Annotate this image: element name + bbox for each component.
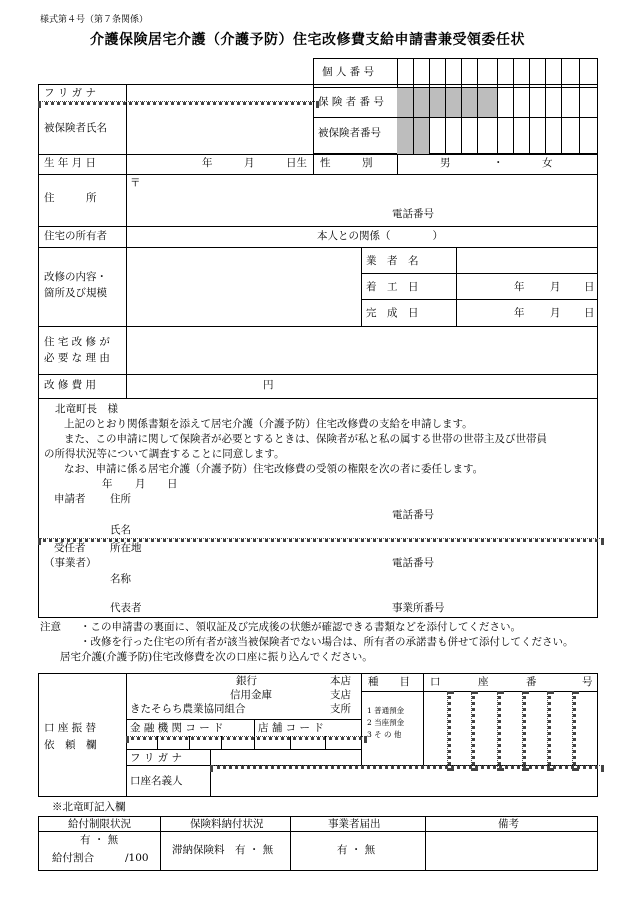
applicant-name-label: 氏名 (110, 524, 131, 536)
applicant-label: 申請者 (54, 493, 86, 505)
tel-label: 電話番号 (392, 208, 434, 220)
note-3: 居宅介護(介護予防)住宅改修費を次の口座に振り込んでください。 (60, 651, 373, 663)
birth-year-unit: 年 (202, 157, 213, 169)
agent-label: 受任者 (54, 542, 86, 554)
benefit-ratio-value: /100 (125, 852, 149, 864)
account-number-char-2: 座 (478, 676, 489, 688)
statement-p1: 上記のとおり関係書類を添えて居宅介護（介護予防）住宅改修費の支給を申請します。 (64, 418, 473, 430)
bank-type-shinkin: 信用金庫 (230, 689, 272, 701)
agent-representative-label: 代表者 (110, 602, 142, 614)
agent-office-number-label: 事業所番号 (392, 602, 445, 614)
notes-label: 注意 (40, 621, 61, 633)
start-day-unit: 日 (584, 281, 595, 293)
birth-day-unit: 日生 (286, 157, 307, 169)
note-2: ・改修を行った住宅の所有者が該当被保険者でない場合は、所有者の承諾書も併せて添付してください。 (80, 636, 574, 648)
done-year-unit: 年 (514, 307, 525, 319)
start-date-label: 着 工 日 (366, 281, 419, 293)
start-year-unit: 年 (514, 281, 525, 293)
account-holder-label: 口座名義人 (130, 775, 183, 787)
account-furigana-label: フ リ ガ ナ (130, 752, 183, 764)
note-1: ・この申請書の裏面に、領収証及び完成後の状態が確認できる書類などを添付してください。 (80, 621, 521, 633)
kojin-number-label: 個 人 番 号 (322, 66, 375, 78)
statement-day-unit: 日 (167, 478, 178, 490)
statement-month-unit: 月 (135, 478, 146, 490)
birthdate-label: 生 年 月 日 (44, 157, 97, 169)
form-number: 様式第４号（第７条関係） (40, 15, 149, 25)
birth-month-unit: 月 (244, 157, 255, 169)
address-label: 住 所 (44, 192, 97, 204)
account-type-3[interactable]: 3 そ の 他 (367, 730, 402, 739)
account-number-char-1: 口 (430, 676, 441, 688)
statement-p2a: また、この申請に関して保険者が必要とするときは、保険者が私と私の属する世帯の世帯主及び世帯員 (64, 433, 547, 445)
institution-code-label: 金 融 機 関 コ ー ド (130, 722, 224, 734)
hihokensha-number-label: 被保険者番号 (318, 127, 381, 139)
postal-mark: 〒 (130, 177, 141, 189)
work-content-label-2: 箇所及び規模 (44, 287, 107, 299)
statement-p2b: の所得状況等について調査することに同意します。 (44, 448, 285, 460)
form-title: 介護保険居宅介護（介護予防）住宅改修費支給申請書兼受領委任状 (90, 32, 525, 48)
branch-code-label: 店 舗 コ ー ド (258, 722, 324, 734)
benefit-ratio-label: 給付割合 (52, 852, 94, 864)
done-day-unit: 日 (584, 307, 595, 319)
addressee: 北竜町長 様 (55, 403, 118, 415)
done-date-label: 完 成 日 (366, 307, 419, 319)
benefit-limit-umu[interactable]: 有 ・ 無 (80, 834, 119, 846)
reason-label-1: 住 宅 改 修 が (44, 336, 110, 348)
start-month-unit: 月 (550, 281, 561, 293)
bank-type-ja: きたそらち農業協同組合 (130, 703, 246, 715)
arrears-umu[interactable]: 滞納保険料 有 ・ 無 (172, 844, 274, 856)
owner-label: 住宅の所有者 (44, 230, 107, 242)
applicant-tel-label: 電話番号 (392, 509, 434, 521)
statement-year-unit: 年 (102, 478, 113, 490)
account-type-1[interactable]: 1 普通預金 (367, 706, 405, 715)
agent-sub-label: （事業者） (44, 557, 97, 569)
cost-yen: 円 (263, 379, 274, 391)
col-provider-report: 事業者届出 (328, 818, 381, 830)
hokensha-number-label: 保 険 者 番 号 (318, 96, 384, 108)
agent-business-name-label: 名称 (110, 573, 131, 585)
insured-name-label: 被保険者氏名 (44, 122, 107, 134)
applicant-address-label: 住所 (110, 493, 131, 505)
provider-report-umu[interactable]: 有 ・ 無 (337, 844, 376, 856)
branch-type-branch: 支店 (330, 689, 351, 701)
account-type-label: 種 目 (368, 676, 410, 688)
branch-type-main: 本店 (330, 675, 351, 687)
agent-tel-label: 電話番号 (392, 557, 434, 569)
reason-label-2: 必 要 な 理 由 (44, 352, 110, 364)
vendor-label: 業 者 名 (366, 255, 419, 267)
account-number-char-3: 番 (526, 676, 537, 688)
done-month-unit: 月 (550, 307, 561, 319)
work-content-label-1: 改修の内容・ (44, 271, 107, 283)
sex-female[interactable]: 女 (542, 157, 553, 169)
bank-label-1: 口 座 振 替 (44, 722, 97, 734)
account-number-char-4: 号 (582, 676, 593, 688)
relation-label: 本人との関係（ ） (317, 230, 443, 242)
sex-label: 性 別 (320, 157, 373, 169)
branch-type-office: 支所 (330, 703, 351, 715)
col-benefit-limit: 給付制限状況 (68, 818, 131, 830)
office-use-title: ※北竜町記入欄 (52, 801, 126, 813)
agent-location-label: 所在地 (110, 542, 142, 554)
bank-type-bank: 銀行 (236, 675, 257, 687)
hokensha-number-fixed (397, 88, 497, 117)
sex-separator: ・ (493, 157, 504, 169)
cost-label: 改 修 費 用 (44, 379, 97, 391)
furigana-label: フ リ ガ ナ (44, 87, 97, 99)
statement-p3: なお、申請に係る居宅介護（介護予防）住宅改修費の受領の権限を次の者に委任します。 (64, 463, 484, 475)
sex-male[interactable]: 男 (440, 157, 451, 169)
col-remarks: 備考 (498, 818, 519, 830)
col-premium-status: 保険料納付状況 (190, 818, 264, 830)
account-type-2[interactable]: 2 当座預金 (367, 718, 405, 727)
bank-label-2: 依 頼 欄 (44, 739, 97, 751)
